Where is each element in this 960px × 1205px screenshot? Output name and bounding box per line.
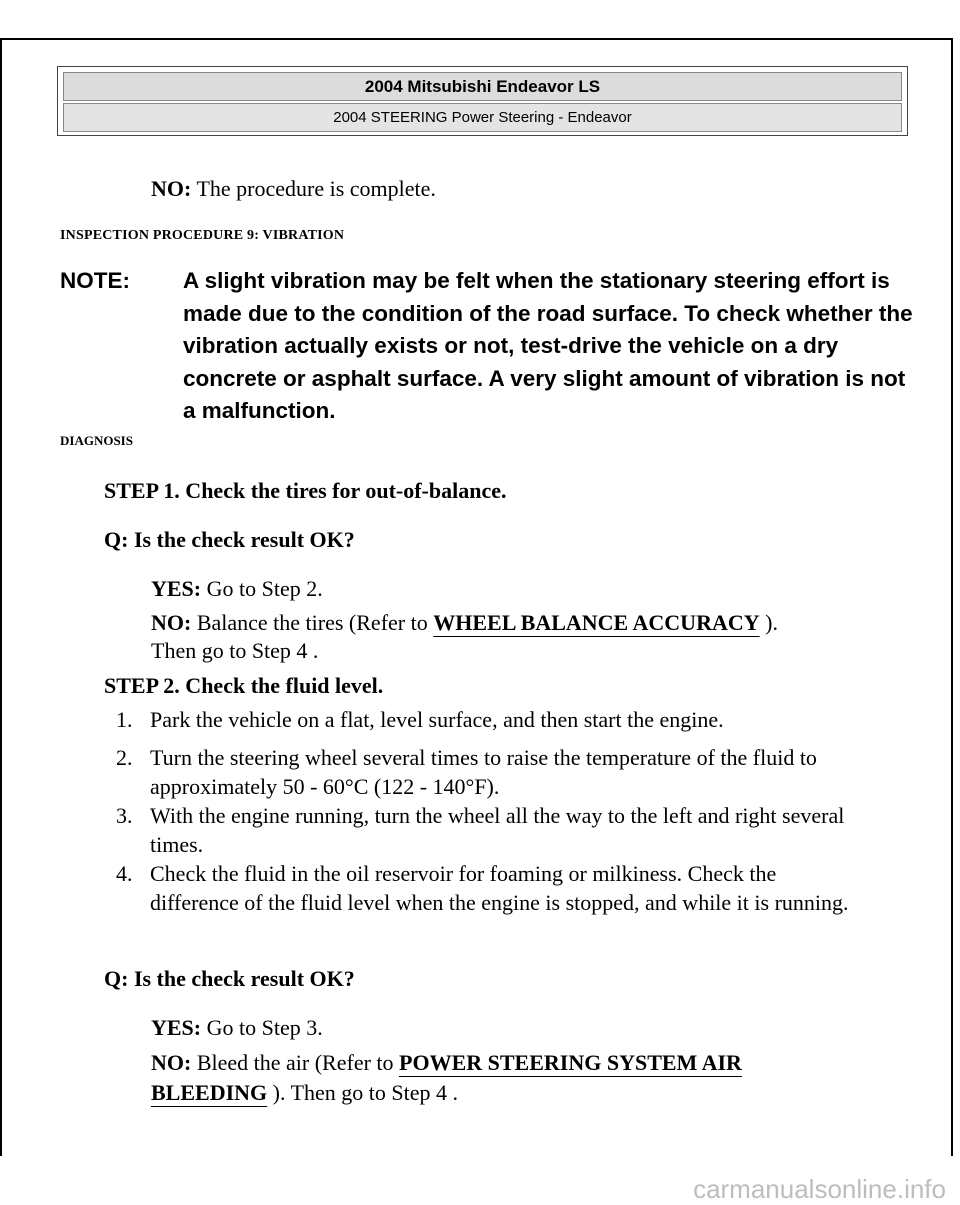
header-title: 2004 Mitsubishi Endeavor LS bbox=[63, 72, 902, 101]
step1-yes-line bbox=[151, 576, 323, 602]
document-header bbox=[57, 66, 908, 136]
step2-item-1-num: 1. bbox=[116, 707, 133, 732]
intro-no-label: NO: bbox=[151, 176, 192, 201]
step1-title: STEP 1. Check the tires for out-of-balance. bbox=[104, 478, 507, 503]
step2-no-line bbox=[151, 1050, 742, 1076]
step2-item-2-num: 2. bbox=[116, 745, 133, 770]
step2-yes-text: Go to Step 3. bbox=[206, 1015, 323, 1040]
power-steering-air-bleeding-link[interactable]: POWER STEERING SYSTEM AIR bbox=[399, 1050, 742, 1075]
step2-no-text: Bleed the air (Refer to bbox=[196, 1050, 394, 1075]
step2-item-4-num: 4. bbox=[116, 861, 133, 886]
step1-no-label: NO: bbox=[151, 610, 192, 635]
step2-no-line2 bbox=[151, 1080, 458, 1106]
step1-no-text: Balance the tires (Refer to bbox=[196, 610, 428, 635]
step2-no-after: ). Then go to Step 4 . bbox=[272, 1080, 459, 1105]
step1-no-after: ). bbox=[765, 610, 778, 635]
step2-no-label: NO: bbox=[151, 1050, 192, 1075]
section-heading: INSPECTION PROCEDURE 9: VIBRATION bbox=[60, 228, 345, 243]
step1-yes-label: YES: bbox=[151, 576, 202, 601]
power-steering-air-bleeding-link-cont[interactable]: BLEEDING bbox=[151, 1080, 268, 1105]
watermark: carmanualsonline.info bbox=[693, 1174, 946, 1204]
step1-question: Q: Is the check result OK? bbox=[104, 527, 355, 552]
note-text: A slight vibration may be felt when the stationary steering effort is made due to the condition of the road surface. To check whether the vibration actually exists or not, test-drive the vehicle on a dry concrete or asphalt surface. A very slight amount of vibration is not a malfunction. bbox=[183, 268, 913, 423]
intro-no-line bbox=[151, 176, 436, 202]
step2-item-1-text: Park the vehicle on a flat, level surface, and then start the engine. bbox=[150, 707, 724, 732]
diagnosis-heading: DIAGNOSIS bbox=[60, 433, 133, 448]
step2-item-3-num: 3. bbox=[116, 803, 133, 828]
step2-item-3-text: With the engine running, turn the wheel all the way to the left and right several times. bbox=[150, 803, 845, 857]
step2-yes-line bbox=[151, 1015, 323, 1041]
step2-yes-label: YES: bbox=[151, 1015, 202, 1040]
step2-item-2-text: Turn the steering wheel several times to raise the temperature of the fluid to approximately 50 - 60°C (122 - 140°F). bbox=[150, 745, 817, 799]
note-label: NOTE: bbox=[60, 268, 130, 293]
step1-yes-text: Go to Step 2. bbox=[206, 576, 323, 601]
step2-title: STEP 2. Check the fluid level. bbox=[104, 673, 384, 698]
step2-item-4-text: Check the fluid in the oil reservoir for foaming or milkiness. Check the difference of the fluid level when the engine is stopped, and while it is running. bbox=[150, 861, 849, 915]
step2-question: Q: Is the check result OK? bbox=[104, 966, 355, 991]
step1-no-line2: Then go to Step 4 . bbox=[151, 638, 319, 663]
header-subtitle: 2004 STEERING Power Steering - Endeavor bbox=[63, 103, 902, 132]
intro-no-text: The procedure is complete. bbox=[196, 176, 436, 201]
step1-no-line bbox=[151, 610, 778, 636]
wheel-balance-accuracy-link[interactable]: WHEEL BALANCE ACCURACY bbox=[433, 610, 760, 635]
